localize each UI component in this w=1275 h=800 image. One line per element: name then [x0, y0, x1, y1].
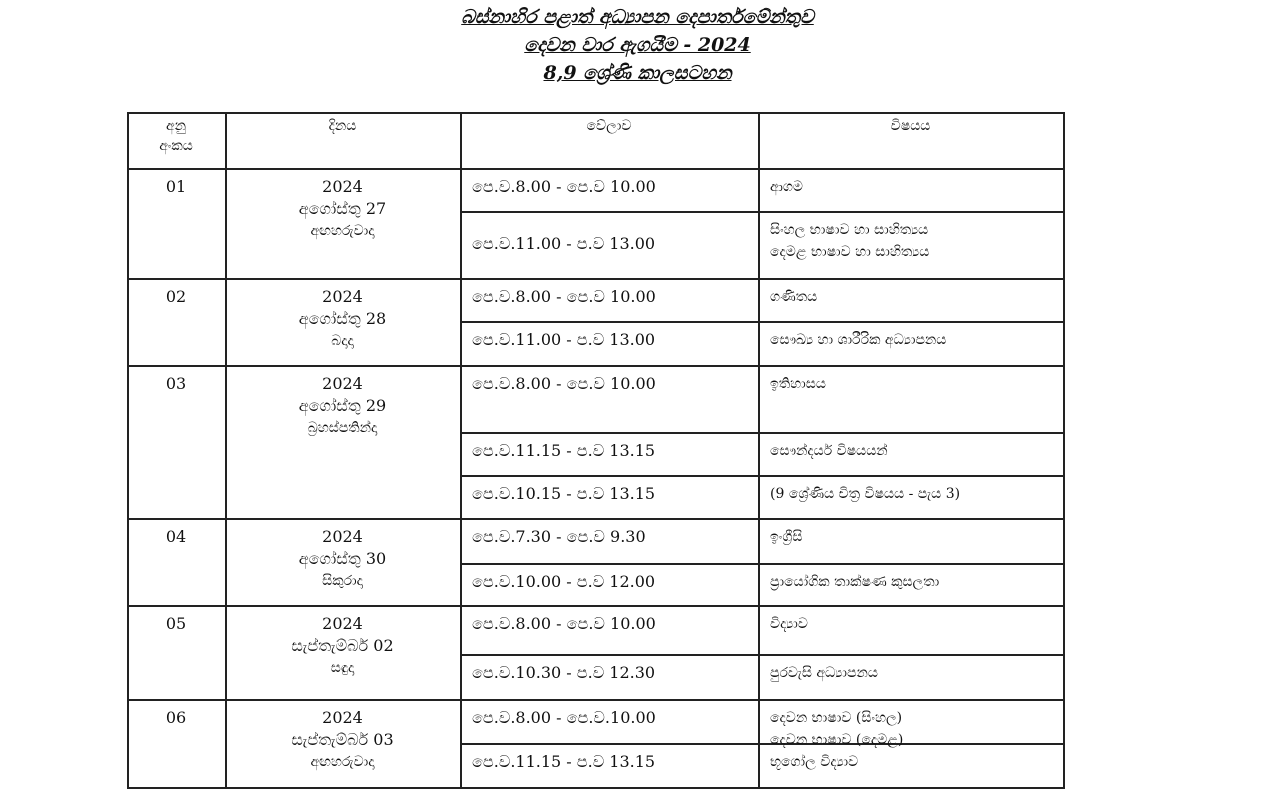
row-date: අගෝස්තු 29 — [298, 396, 387, 415]
slot-subject: භූගෝල විද්‍යාව — [770, 754, 859, 770]
slot-subject: සිංහල භාෂාව හා සාහිත්‍යය — [770, 222, 929, 238]
row-day: සිකුරාදා — [322, 573, 363, 589]
table-slot-border — [460, 654, 1065, 656]
column-header-subject: විෂයය — [890, 118, 931, 134]
slot-subject: විද්‍යාව — [770, 616, 808, 632]
column-header-time: වේලාව — [586, 118, 632, 134]
slot-subject: දෙවන භාෂාව (දෙමළ) — [770, 732, 904, 748]
table-row-border — [127, 518, 1065, 520]
row-year: 2024 — [322, 708, 363, 727]
row-year: 2024 — [322, 177, 363, 196]
row-day: අඟහරුවාදා — [310, 754, 375, 770]
column-header-date: දිනය — [328, 118, 357, 134]
table-slot-border — [460, 563, 1065, 565]
slot-time: පෙ.ව.10.15 - ප.ව 13.15 — [472, 484, 656, 503]
slot-subject: ගණිතය — [770, 289, 818, 305]
slot-subject: දෙමළ භාෂාව හා සාහිත්‍යය — [770, 244, 930, 260]
table-slot-border — [460, 432, 1065, 434]
row-date: සැප්තැම්බර් 02 — [291, 636, 394, 655]
table-header-border — [127, 168, 1065, 170]
table-row-border — [127, 605, 1065, 607]
row-date: අගෝස්තු 27 — [298, 199, 387, 218]
slot-subject: ඉතිහාසය — [770, 376, 826, 392]
slot-time: පෙ.ව.8.00 - පෙ.ව 10.00 — [472, 287, 656, 306]
slot-time: පෙ.ව.8.00 - පෙ.ව 10.00 — [472, 374, 656, 393]
table-row-border — [127, 365, 1065, 367]
document-heading: 8,9 ශ්‍රේණි කාලසටහන — [543, 62, 732, 84]
row-date: සැප්තැම්බර් 03 — [291, 730, 394, 749]
row-number: 01 — [165, 177, 187, 196]
row-year: 2024 — [322, 527, 363, 546]
slot-time: පෙ.ව.11.15 - ප.ව 13.15 — [472, 752, 656, 771]
table-column-border — [460, 112, 462, 787]
slot-subject: සෞන්දර්ය විෂයයන් — [770, 443, 888, 459]
row-date: අගෝස්තු 28 — [298, 309, 387, 328]
slot-subject: (9 ශ්‍රේණිය චිත්‍ර විෂයය - පැය 3) — [770, 486, 961, 502]
row-number: 04 — [165, 527, 187, 546]
document-subtitle: දෙවන වාර ඇගයීම - 2024 — [524, 34, 751, 56]
row-year: 2024 — [322, 614, 363, 633]
slot-subject: ඉංග්‍රීසි — [770, 529, 803, 545]
table-slot-border — [460, 211, 1065, 213]
slot-subject: දෙවන භාෂාව (සිංහල) — [770, 710, 903, 726]
column-header-index: අනු — [166, 118, 186, 134]
table-column-border — [127, 112, 129, 787]
table-row-border — [127, 699, 1065, 701]
table-slot-border — [460, 743, 1065, 745]
table-top-border — [127, 112, 1065, 114]
row-number: 05 — [165, 614, 187, 633]
slot-subject: පුරවැසි අධ්‍යාපනය — [770, 665, 878, 681]
slot-time: පෙ.ව.10.30 - ප.ව 12.30 — [472, 663, 656, 682]
table-slot-border — [460, 475, 1065, 477]
row-day: සඳුදා — [330, 660, 355, 676]
row-number: 03 — [165, 374, 187, 393]
column-header-index: අංකය — [159, 138, 193, 154]
row-number: 06 — [165, 708, 187, 727]
slot-time: පෙ.ව.8.00 - පෙ.ව 10.00 — [472, 614, 656, 633]
slot-subject: සෞඛ්‍ය හා ශාරීරික අධ්‍යාපනය — [770, 332, 947, 348]
slot-subject: ප්‍රායෝගික තාක්ෂණ කුසලතා — [770, 574, 940, 590]
table-row-border — [127, 278, 1065, 280]
row-day: බදාදා — [331, 333, 354, 349]
row-number: 02 — [165, 287, 187, 306]
slot-time: පෙ.ව.8.00 - පෙ.ව 10.00 — [472, 177, 656, 196]
row-day: බ්‍රහස්පතින්දා — [307, 420, 378, 436]
slot-time: පෙ.ව.11.00 - ප.ව 13.00 — [472, 234, 656, 253]
row-date: අගෝස්තු 30 — [298, 549, 387, 568]
table-slot-border — [460, 321, 1065, 323]
slot-time: පෙ.ව.8.00 - පෙ.ව.10.00 — [472, 708, 656, 727]
row-day: අඟහරුවාදා — [310, 223, 375, 239]
slot-time: පෙ.ව.10.00 - ප.ව 12.00 — [472, 572, 656, 591]
row-year: 2024 — [322, 374, 363, 393]
table-column-border — [1063, 112, 1065, 787]
document-title: බස්නාහිර පළාත් අධ්‍යාපන දෙපාර්තමේන්තුව — [461, 6, 814, 28]
slot-time: පෙ.ව.11.15 - ප.ව 13.15 — [472, 441, 656, 460]
slot-time: පෙ.ව.11.00 - ප.ව 13.00 — [472, 330, 656, 349]
slot-subject: ආගම — [770, 179, 803, 195]
table-column-border — [758, 112, 760, 787]
slot-time: පෙ.ව.7.30 - පෙ.ව 9.30 — [472, 527, 646, 546]
row-year: 2024 — [322, 287, 363, 306]
table-row-border — [127, 787, 1065, 789]
